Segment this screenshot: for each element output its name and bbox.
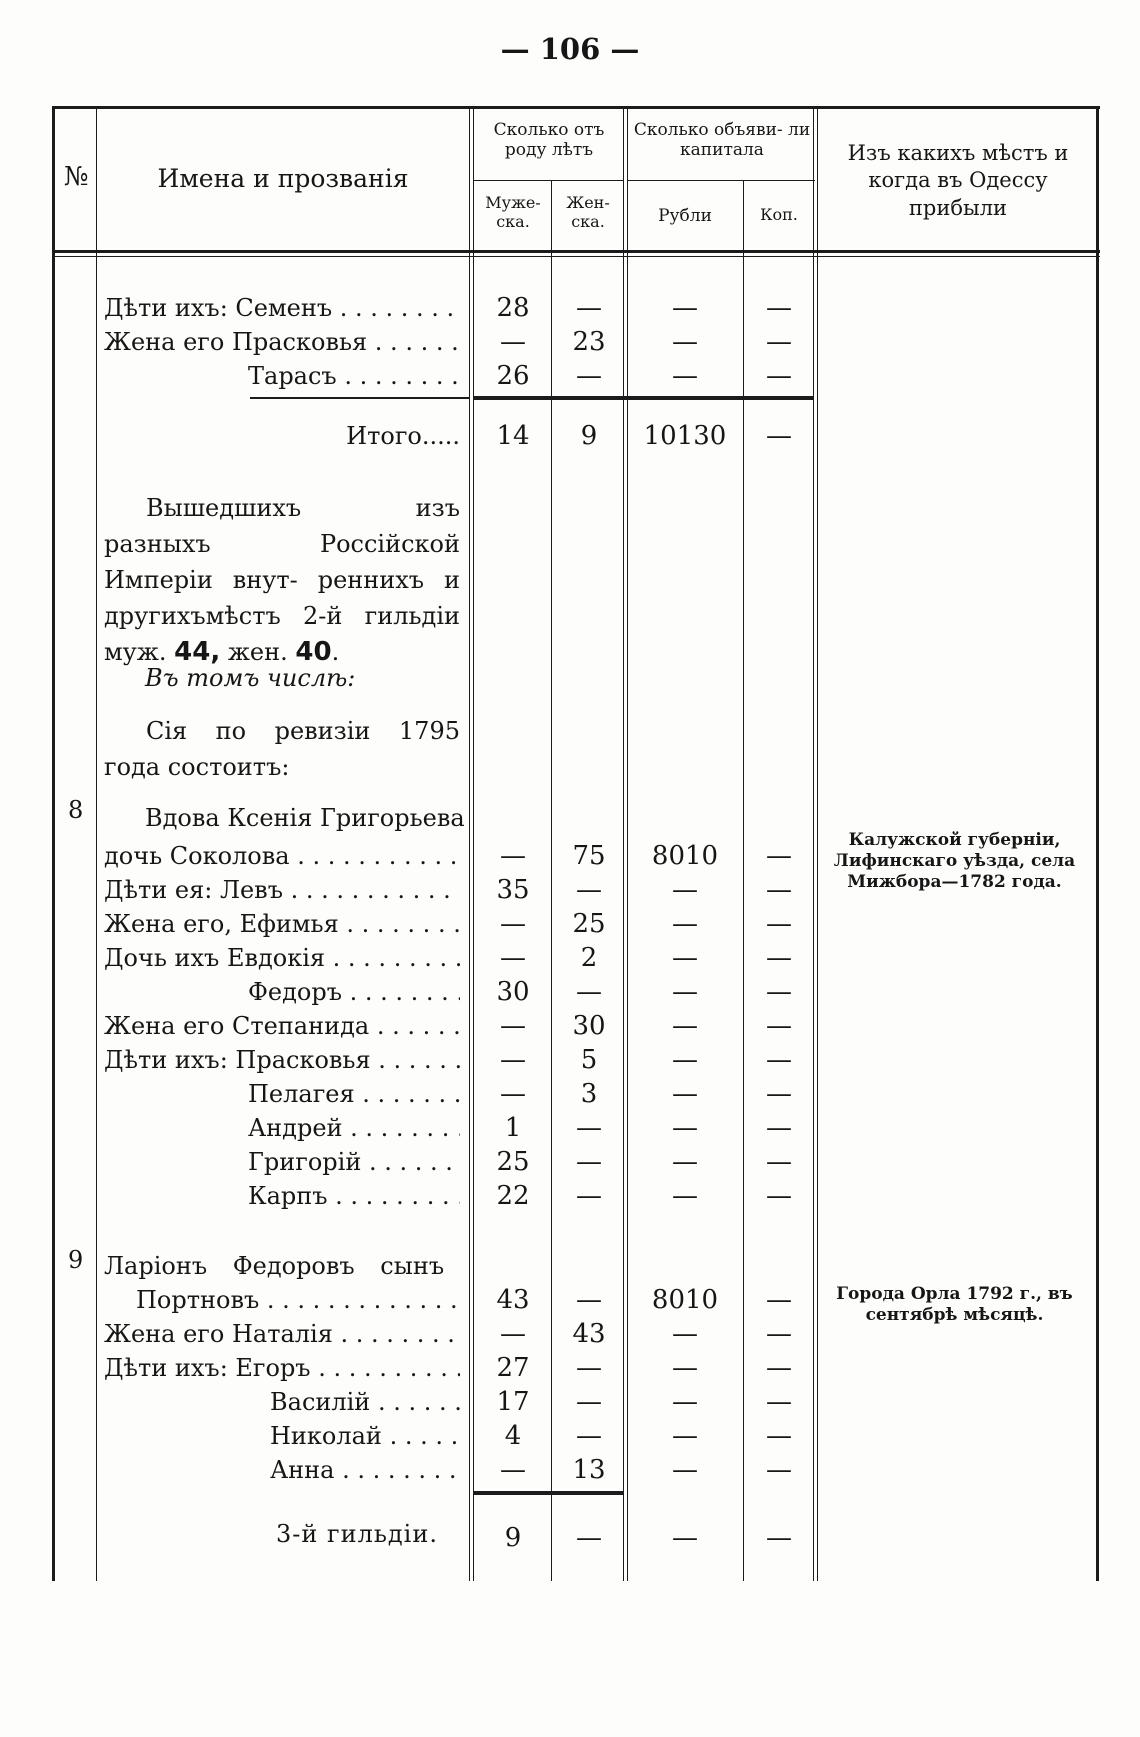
header-bottom-rule <box>52 250 1100 253</box>
name-cell: Дѣти ихъ: Прасковья . . . <box>104 1044 460 1076</box>
female-age-cell: 23 <box>572 327 606 357</box>
name-cell: Жена его Прасковья . . . <box>104 326 460 358</box>
male-age-cell: 1 <box>504 1113 522 1143</box>
rubles-col-rule <box>743 180 744 1581</box>
rubles-cell: — <box>672 327 698 357</box>
kopecks-cell: — <box>766 1181 792 1211</box>
table-top-rule <box>52 106 1100 109</box>
kopecks-cell: — <box>766 909 792 939</box>
header-kopecks: Коп. <box>760 205 798 224</box>
names-col-rule-a <box>469 106 470 1581</box>
female-age-cell: — <box>576 361 602 391</box>
in-that-number: Въ томъ числѣ: <box>145 664 356 692</box>
revision-note: Сія по ревизіи 1795 года состоитъ: <box>104 717 460 781</box>
female-age-cell: — <box>576 1353 602 1383</box>
rubles-cell: — <box>672 1147 698 1177</box>
kopecks-cell: — <box>766 1285 792 1315</box>
male-age-cell: — <box>500 1011 526 1041</box>
male-age-cell: 26 <box>496 361 530 391</box>
total-label: Итого..... <box>346 422 460 450</box>
male-age-cell: 30 <box>496 977 530 1007</box>
header-bottom-rule-2 <box>52 256 1100 257</box>
subtotal-rule-numbers <box>473 396 813 400</box>
rubles-cell: — <box>672 875 698 905</box>
section-end: . <box>331 638 340 666</box>
female-age-cell: — <box>576 977 602 1007</box>
rubles-cell: — <box>672 909 698 939</box>
guild3-rubles: — <box>672 1523 698 1553</box>
section-female-count: 40 <box>295 637 332 667</box>
kopecks-cell: — <box>766 361 792 391</box>
total-male: 14 <box>496 421 530 451</box>
kopecks-cell: — <box>766 1319 792 1349</box>
entry-name-line2: дочь Соколова . . . <box>104 840 460 872</box>
name-cell: Пелагея . . . <box>248 1078 460 1110</box>
section-heading <box>104 490 460 670</box>
age-subheader-rule <box>473 180 623 181</box>
male-age-cell: 27 <box>496 1353 530 1383</box>
female-age-cell: — <box>576 1181 602 1211</box>
header-female: Жен- ска. <box>566 193 610 231</box>
page-number: — 106 — <box>500 32 640 66</box>
entry-origin: Города Орла 1792 г., въ сентябрѣ мѣсяцѣ. <box>836 1284 1073 1325</box>
name-cell: Дѣти ихъ: Егоръ . . . <box>104 1352 460 1384</box>
name-cell: Андрей . . . <box>248 1112 460 1144</box>
rubles-cell: — <box>672 1011 698 1041</box>
entry-origin: Калужской губерніи, Лифинскаго уѣзда, села Мижбора—1782 года. <box>833 830 1076 892</box>
entry-number: 8 <box>68 796 84 824</box>
male-age-cell: 43 <box>496 1285 530 1315</box>
capital-col-rule-b <box>817 106 818 1581</box>
entry-number: 9 <box>68 1246 84 1274</box>
rubles-cell: 8010 <box>651 841 719 871</box>
female-age-cell: 30 <box>572 1011 606 1041</box>
kopecks-cell: — <box>766 1011 792 1041</box>
female-age-cell: 75 <box>572 841 606 871</box>
right-border <box>1096 106 1099 1581</box>
header-age: Сколько отъ роду лѣтъ <box>493 120 605 161</box>
rubles-cell: — <box>672 1113 698 1143</box>
capital-col-rule-a <box>813 106 814 1581</box>
name-cell: Федоръ . . . <box>248 976 460 1008</box>
male-col-rule <box>551 180 552 1581</box>
kopecks-cell: — <box>766 1421 792 1451</box>
subtotal-rule <box>250 397 470 399</box>
header-male: Муже- ска. <box>485 193 541 231</box>
female-age-cell: 43 <box>572 1319 606 1349</box>
male-age-cell: — <box>500 841 526 871</box>
female-age-cell: — <box>576 1147 602 1177</box>
female-age-cell: — <box>576 1421 602 1451</box>
rubles-cell: — <box>672 1079 698 1109</box>
female-age-cell: 5 <box>580 1045 598 1075</box>
kopecks-cell: — <box>766 1045 792 1075</box>
male-age-cell: — <box>500 909 526 939</box>
male-age-cell: 35 <box>496 875 530 905</box>
section-text: Вышедшихъ изъ разныхъ Россійской Имперіи внут- реннихъ и другихъмѣстъ 2-й гильдіи муж. <box>104 494 460 666</box>
rubles-cell: — <box>672 943 698 973</box>
male-age-cell: 22 <box>496 1181 530 1211</box>
header-from: Изъ какихъ мѣстъ и когда въ Одессу прибыли <box>847 141 1069 220</box>
kopecks-cell: — <box>766 1455 792 1485</box>
rubles-cell: — <box>672 1181 698 1211</box>
female-age-cell: — <box>576 1387 602 1417</box>
male-age-cell: — <box>500 327 526 357</box>
kopecks-cell: — <box>766 1113 792 1143</box>
female-age-cell: 25 <box>572 909 606 939</box>
female-age-cell: 3 <box>580 1079 598 1109</box>
guild-rule <box>473 1491 623 1495</box>
section-mid: жен. <box>227 638 288 666</box>
guild3-kopecks: — <box>766 1523 792 1553</box>
male-age-cell: 4 <box>504 1421 522 1451</box>
header-capital: Сколько объяви- ли капитала <box>633 120 811 161</box>
rubles-cell: — <box>672 1045 698 1075</box>
kopecks-cell: — <box>766 1387 792 1417</box>
kopecks-cell: — <box>766 1079 792 1109</box>
rubles-cell: 8010 <box>651 1285 719 1315</box>
section-male-count: 44, <box>174 637 221 667</box>
rubles-cell: — <box>672 1319 698 1349</box>
no-col-rule <box>96 106 97 1581</box>
kopecks-cell: — <box>766 977 792 1007</box>
kopecks-cell: — <box>766 875 792 905</box>
male-age-cell: — <box>500 1079 526 1109</box>
guild3-label: 3-й гильдіи. <box>276 1520 438 1548</box>
male-age-cell: 28 <box>496 293 530 323</box>
name-cell: Григорій . . . <box>248 1146 460 1178</box>
name-cell: Тарасъ . . . <box>248 360 460 392</box>
total-rubles: 10130 <box>643 421 727 451</box>
guild3-male: 9 <box>504 1523 522 1553</box>
name-cell: Дѣти ея: Левъ . . . <box>104 874 460 906</box>
entry-name-line1: Вдова Ксенія Григорьева <box>145 804 465 832</box>
left-border <box>52 106 55 1581</box>
name-cell: Василій . . . <box>270 1386 460 1418</box>
entry-name-line2: Портновъ . . . <box>136 1284 460 1316</box>
kopecks-cell: — <box>766 841 792 871</box>
name-cell: Жена его Степанида . . . <box>104 1010 460 1042</box>
kopecks-cell: — <box>766 327 792 357</box>
male-age-cell: 17 <box>496 1387 530 1417</box>
male-age-cell: — <box>500 1045 526 1075</box>
entry-name-line1: Ларіонъ Федоровъ сынъ <box>104 1252 445 1280</box>
female-age-cell: 13 <box>572 1455 606 1485</box>
male-age-cell: — <box>500 1455 526 1485</box>
male-age-cell: — <box>500 1319 526 1349</box>
name-cell: Николай . . . <box>270 1420 460 1452</box>
female-age-cell: — <box>576 1113 602 1143</box>
rubles-cell: — <box>672 977 698 1007</box>
age-col-rule-a <box>623 106 624 1581</box>
header-rubles: Рубли <box>658 206 712 226</box>
kopecks-cell: — <box>766 943 792 973</box>
female-age-cell: — <box>576 1285 602 1315</box>
name-cell: Дѣти ихъ: Семенъ . . . <box>104 292 460 324</box>
name-cell: Жена его Наталія . . . <box>104 1318 460 1350</box>
rubles-cell: — <box>672 1455 698 1485</box>
total-female: 9 <box>580 421 598 451</box>
guild3-female: — <box>576 1523 602 1553</box>
rubles-cell: — <box>672 1421 698 1451</box>
name-cell: Анна . . . <box>270 1454 460 1486</box>
rubles-cell: — <box>672 1353 698 1383</box>
header-no: № <box>63 162 89 192</box>
rubles-cell: — <box>672 293 698 323</box>
header-names: Имена и прозванія <box>157 164 409 193</box>
rubles-cell: — <box>672 1387 698 1417</box>
names-col-rule-b <box>473 106 474 1581</box>
rubles-cell: — <box>672 361 698 391</box>
name-cell: Дочь ихъ Евдокія . . . <box>104 942 460 974</box>
name-cell: Карпъ . . . <box>248 1180 460 1212</box>
male-age-cell: 25 <box>496 1147 530 1177</box>
total-kopecks: — <box>766 421 792 451</box>
kopecks-cell: — <box>766 1147 792 1177</box>
female-age-cell: — <box>576 293 602 323</box>
male-age-cell: — <box>500 943 526 973</box>
kopecks-cell: — <box>766 293 792 323</box>
capital-subheader-rule <box>627 180 815 181</box>
female-age-cell: — <box>576 875 602 905</box>
kopecks-cell: — <box>766 1353 792 1383</box>
name-cell: Жена его, Ефимья . . . <box>104 908 460 940</box>
female-age-cell: 2 <box>580 943 598 973</box>
